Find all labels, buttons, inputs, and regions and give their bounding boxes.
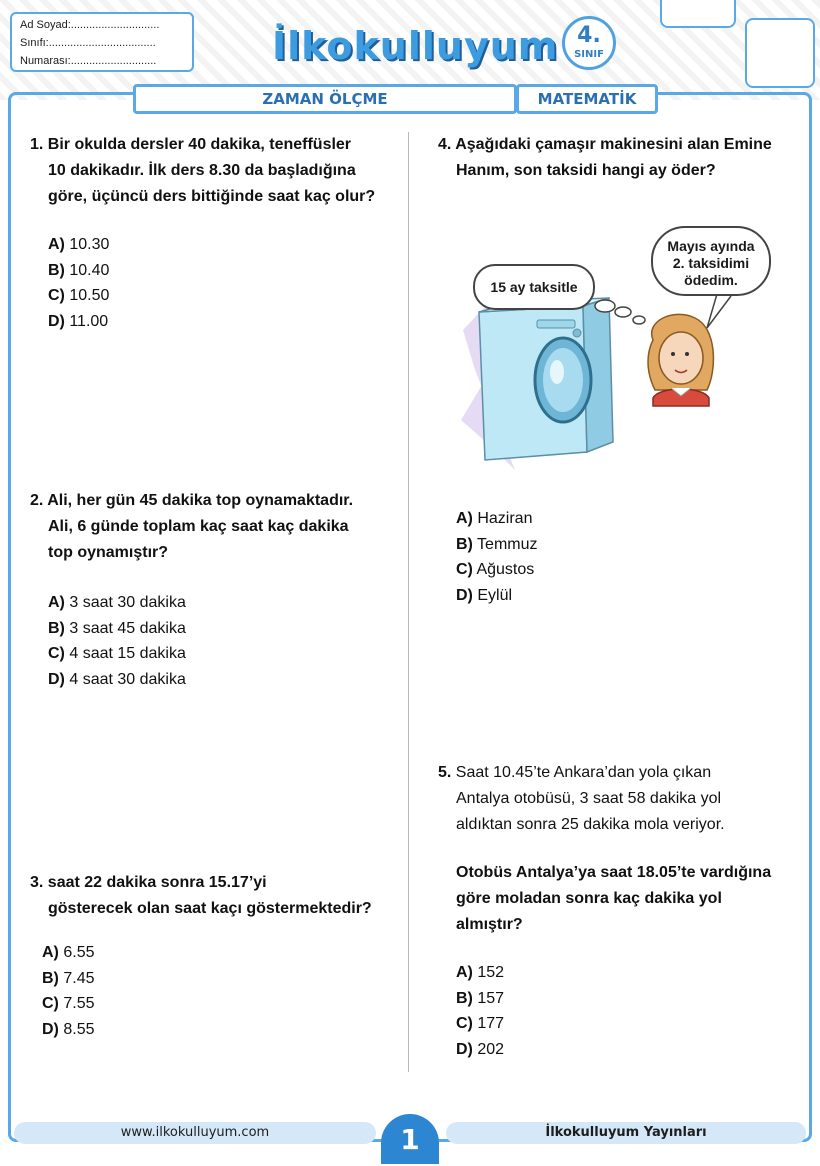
answer-option-a[interactable]: A) 6.55 xyxy=(42,944,95,961)
answer-option-a[interactable]: A) 3 saat 30 dakika xyxy=(48,594,186,611)
grade-badge xyxy=(562,16,616,70)
answer-option-a[interactable]: A) 10.30 xyxy=(48,236,110,253)
question-3 xyxy=(30,870,405,1042)
question-4 xyxy=(438,132,808,184)
question-4-options xyxy=(438,506,808,608)
answer-option-d[interactable]: D) Eylül xyxy=(456,586,513,604)
answer-option-a[interactable]: A) 152 xyxy=(456,964,505,981)
corner-tab xyxy=(660,0,736,28)
column-divider xyxy=(408,132,409,1072)
question-text: Hanım, son taksidi hangi ay öder? xyxy=(456,162,716,179)
question-number: 5. xyxy=(438,764,452,781)
student-info-box xyxy=(10,12,194,72)
answer-option-b[interactable]: B) 157 xyxy=(456,989,505,1007)
website-link[interactable]: www.ilkokulluyum.com xyxy=(14,1122,376,1144)
question-1 xyxy=(30,132,400,334)
question-number: 2. xyxy=(30,492,44,509)
question-text: göre moladan sonra kaç dakika yol xyxy=(456,890,722,907)
answer-option-c[interactable]: C) 4 saat 15 dakika xyxy=(48,645,186,662)
brand-logo: İlkokulluyum xyxy=(272,24,559,68)
answer-option-c[interactable]: C) Ağustos xyxy=(456,561,535,578)
question-number: 4. xyxy=(438,136,452,153)
topic-title: ZAMAN ÖLÇME xyxy=(133,84,517,114)
question-text: 10 dakikadır. İlk ders 8.30 da başladığına xyxy=(48,162,356,179)
question-intro: aldıktan sonra 25 dakika mola veriyor. xyxy=(456,816,725,833)
page-number: 1 xyxy=(381,1114,439,1164)
answer-option-a[interactable]: A) Haziran xyxy=(456,510,533,527)
answer-option-b[interactable]: B) 7.45 xyxy=(42,969,95,987)
question-2 xyxy=(30,488,400,692)
answer-option-b[interactable]: B) 10.40 xyxy=(48,261,110,279)
speech-bubble: Mayıs ayında 2. taksidimi ödedim. xyxy=(651,226,771,296)
name-field-label: Ad Soyad:............................. xyxy=(20,19,160,31)
washing-machine-illustration xyxy=(455,220,785,480)
score-box xyxy=(745,18,815,88)
question-text: top oynamıştır? xyxy=(48,544,169,561)
question-number: 3. xyxy=(30,874,44,891)
question-text: almıştır? xyxy=(456,916,523,933)
answer-option-b[interactable]: B) Temmuz xyxy=(456,535,538,553)
question-5 xyxy=(438,760,813,1062)
question-text: Ali, 6 günde toplam kaç saat kaç dakika xyxy=(48,518,349,535)
answer-option-d[interactable]: D) 4 saat 30 dakika xyxy=(48,670,186,688)
question-text: göre, üçüncü ders bittiğinde saat kaç olur? xyxy=(48,188,376,205)
question-text: Ali, her gün 45 dakika top oynamaktadır. xyxy=(47,492,354,509)
class-field-label: Sınıfı:................................... xyxy=(20,37,156,49)
question-intro: Saat 10.45’te Ankara’dan yola çıkan xyxy=(455,764,712,781)
question-text: Aşağıdaki çamaşır makinesini alan Emine xyxy=(455,136,772,153)
grade-label: SINIF xyxy=(574,49,604,60)
question-text: saat 22 dakika sonra 15.17’yi xyxy=(47,874,267,891)
grade-number: 4. xyxy=(577,23,601,48)
question-intro: Antalya otobüsü, 3 saat 58 dakika yol xyxy=(456,790,722,807)
subject-title: MATEMATİK xyxy=(516,84,658,114)
question-number: 1. xyxy=(30,136,44,153)
answer-option-c[interactable]: C) 10.50 xyxy=(48,287,110,304)
number-field-label: Numarası:............................ xyxy=(20,55,157,67)
thought-bubble: 15 ay taksitle xyxy=(473,264,595,310)
answer-option-d[interactable]: D) 11.00 xyxy=(48,312,109,330)
question-text: gösterecek olan saat kaçı göstermektedir? xyxy=(48,900,372,917)
answer-option-b[interactable]: B) 3 saat 45 dakika xyxy=(48,619,186,637)
question-text: Bir okulda dersler 40 dakika, teneffüsler xyxy=(47,136,352,153)
answer-option-c[interactable]: C) 7.55 xyxy=(42,995,95,1012)
question-text: Otobüs Antalya’ya saat 18.05’te vardığına xyxy=(456,864,772,881)
answer-option-c[interactable]: C) 177 xyxy=(456,1015,505,1032)
publisher-name: İlkokulluyum Yayınları xyxy=(446,1122,806,1144)
answer-option-d[interactable]: D) 8.55 xyxy=(42,1020,95,1038)
answer-option-d[interactable]: D) 202 xyxy=(456,1040,505,1058)
